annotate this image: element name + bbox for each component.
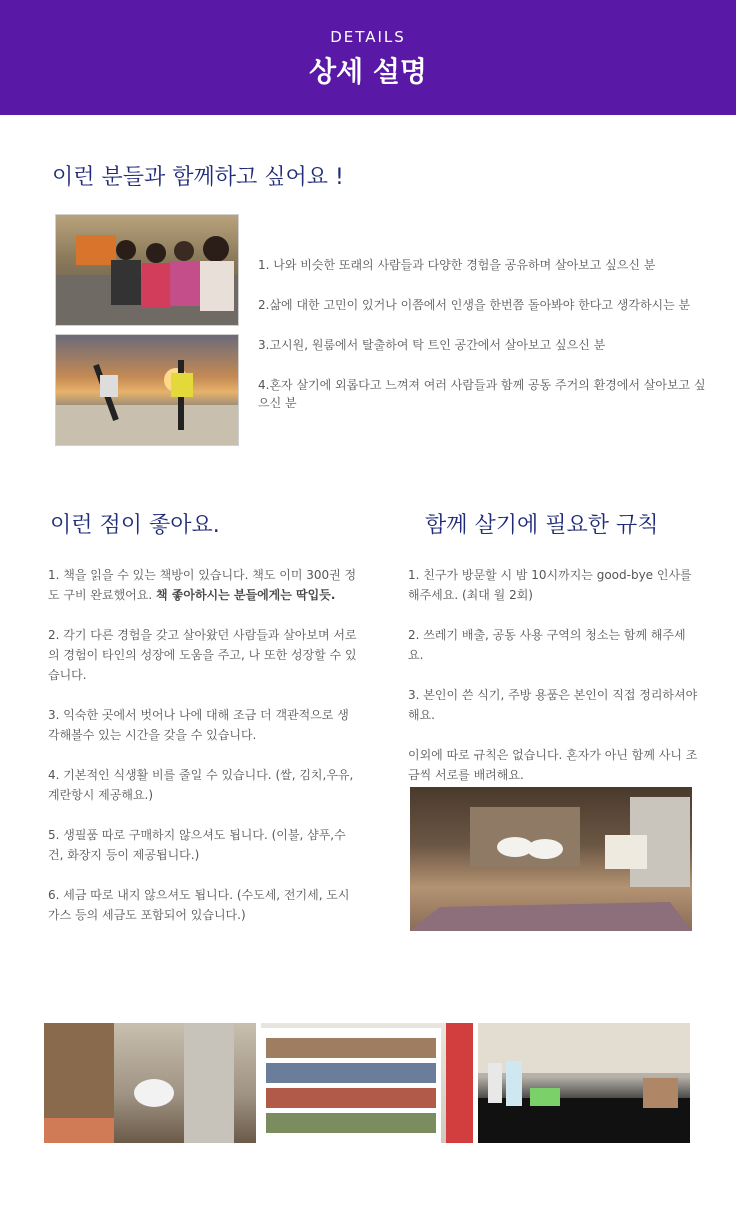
bold-highlight: 책 좋아하시는 분들에게는 딱입듯. [156,588,336,602]
list-item: 2.삶에 대한 고민이 있거나 이쯤에서 인생을 한번쯤 돌아봐야 한다고 생각하시는 분 [258,298,691,312]
good-heading: 이런 점이 좋아요. [50,513,220,538]
living-room-photo [410,787,692,931]
bookshelf-photo [261,1023,473,1143]
list-item: 1. 친구가 방문할 시 밤 10시까지는 good-bye 인사를 해주세요. (최대 월 2회) [408,568,692,602]
list-item: 4. 기본적인 식생활 비를 줄일 수 있습니다. (쌀, 김치,우유, 계란항시 제공해요.) [48,768,354,802]
list-item: 3. 본인이 쓴 식기, 주방 용품은 본인이 직접 정리하셔야 해요. [408,688,698,722]
list-item: 5. 생필품 따로 구매하지 않으셔도 됩니다. (이불, 샴푸,수건, 화장지 등이 제공됩니다.) [48,828,346,862]
sunset-jump-photo [55,334,239,446]
who-list [258,256,708,434]
page-header [0,0,736,115]
header-eyebrow: DETAILS [330,28,406,46]
list-item: 3.고시원, 원룸에서 탈출하여 탁 트인 공간에서 살아보고 싶으신 분 [258,338,606,352]
rules-heading: 함께 살기에 필요한 규칙 [425,513,659,538]
rules-list [408,565,698,805]
amenities-photo [478,1023,690,1143]
list-item: 이외에 따로 규칙은 없습니다. 혼자가 아닌 함께 사니 조금씩 서로를 배려해요. [408,748,698,782]
list-item: 4.혼자 살기에 외롭다고 느껴져 여러 사람들과 함께 공동 주거의 환경에서 살아보고 싶으신 분 [258,378,706,410]
list-item: 2. 쓰레기 배출, 공동 사용 구역의 청소는 함께 해주세요. [408,628,686,662]
friends-photo [55,214,239,326]
list-item: 6. 세금 따로 내지 않으셔도 됩니다. (수도세, 전기세, 도시가스 등의 세금도 포함되어 있습니다.) [48,888,350,922]
list-item: 1. 책을 읽을 수 있는 책방이 있습니다. 책도 이미 300권 정도 구비 완료했어요. 책 좋아하시는 분들에게는 딱입듯. [48,568,357,602]
good-list [48,565,358,945]
page-title: 상세 설명 [309,55,427,88]
list-item: 2. 각기 다른 경험을 갖고 살아왔던 사람들과 살아보며 서로의 경험이 타인의 성장에 도움을 주고, 나 또한 성장할 수 있습니다. [48,628,357,682]
list-item: 3. 익숙한 곳에서 벗어나 나에 대해 조금 더 객관적으로 생각해볼수 있는 시간을 갖을 수 있습니다. [48,708,349,742]
list-item: 1. 나와 비슷한 또래의 사람들과 다양한 경험을 공유하며 살아보고 싶으신 분 [258,258,656,272]
who-heading: 이런 분들과 함께하고 싶어요 ! [52,165,344,190]
bedroom-photo [44,1023,256,1143]
